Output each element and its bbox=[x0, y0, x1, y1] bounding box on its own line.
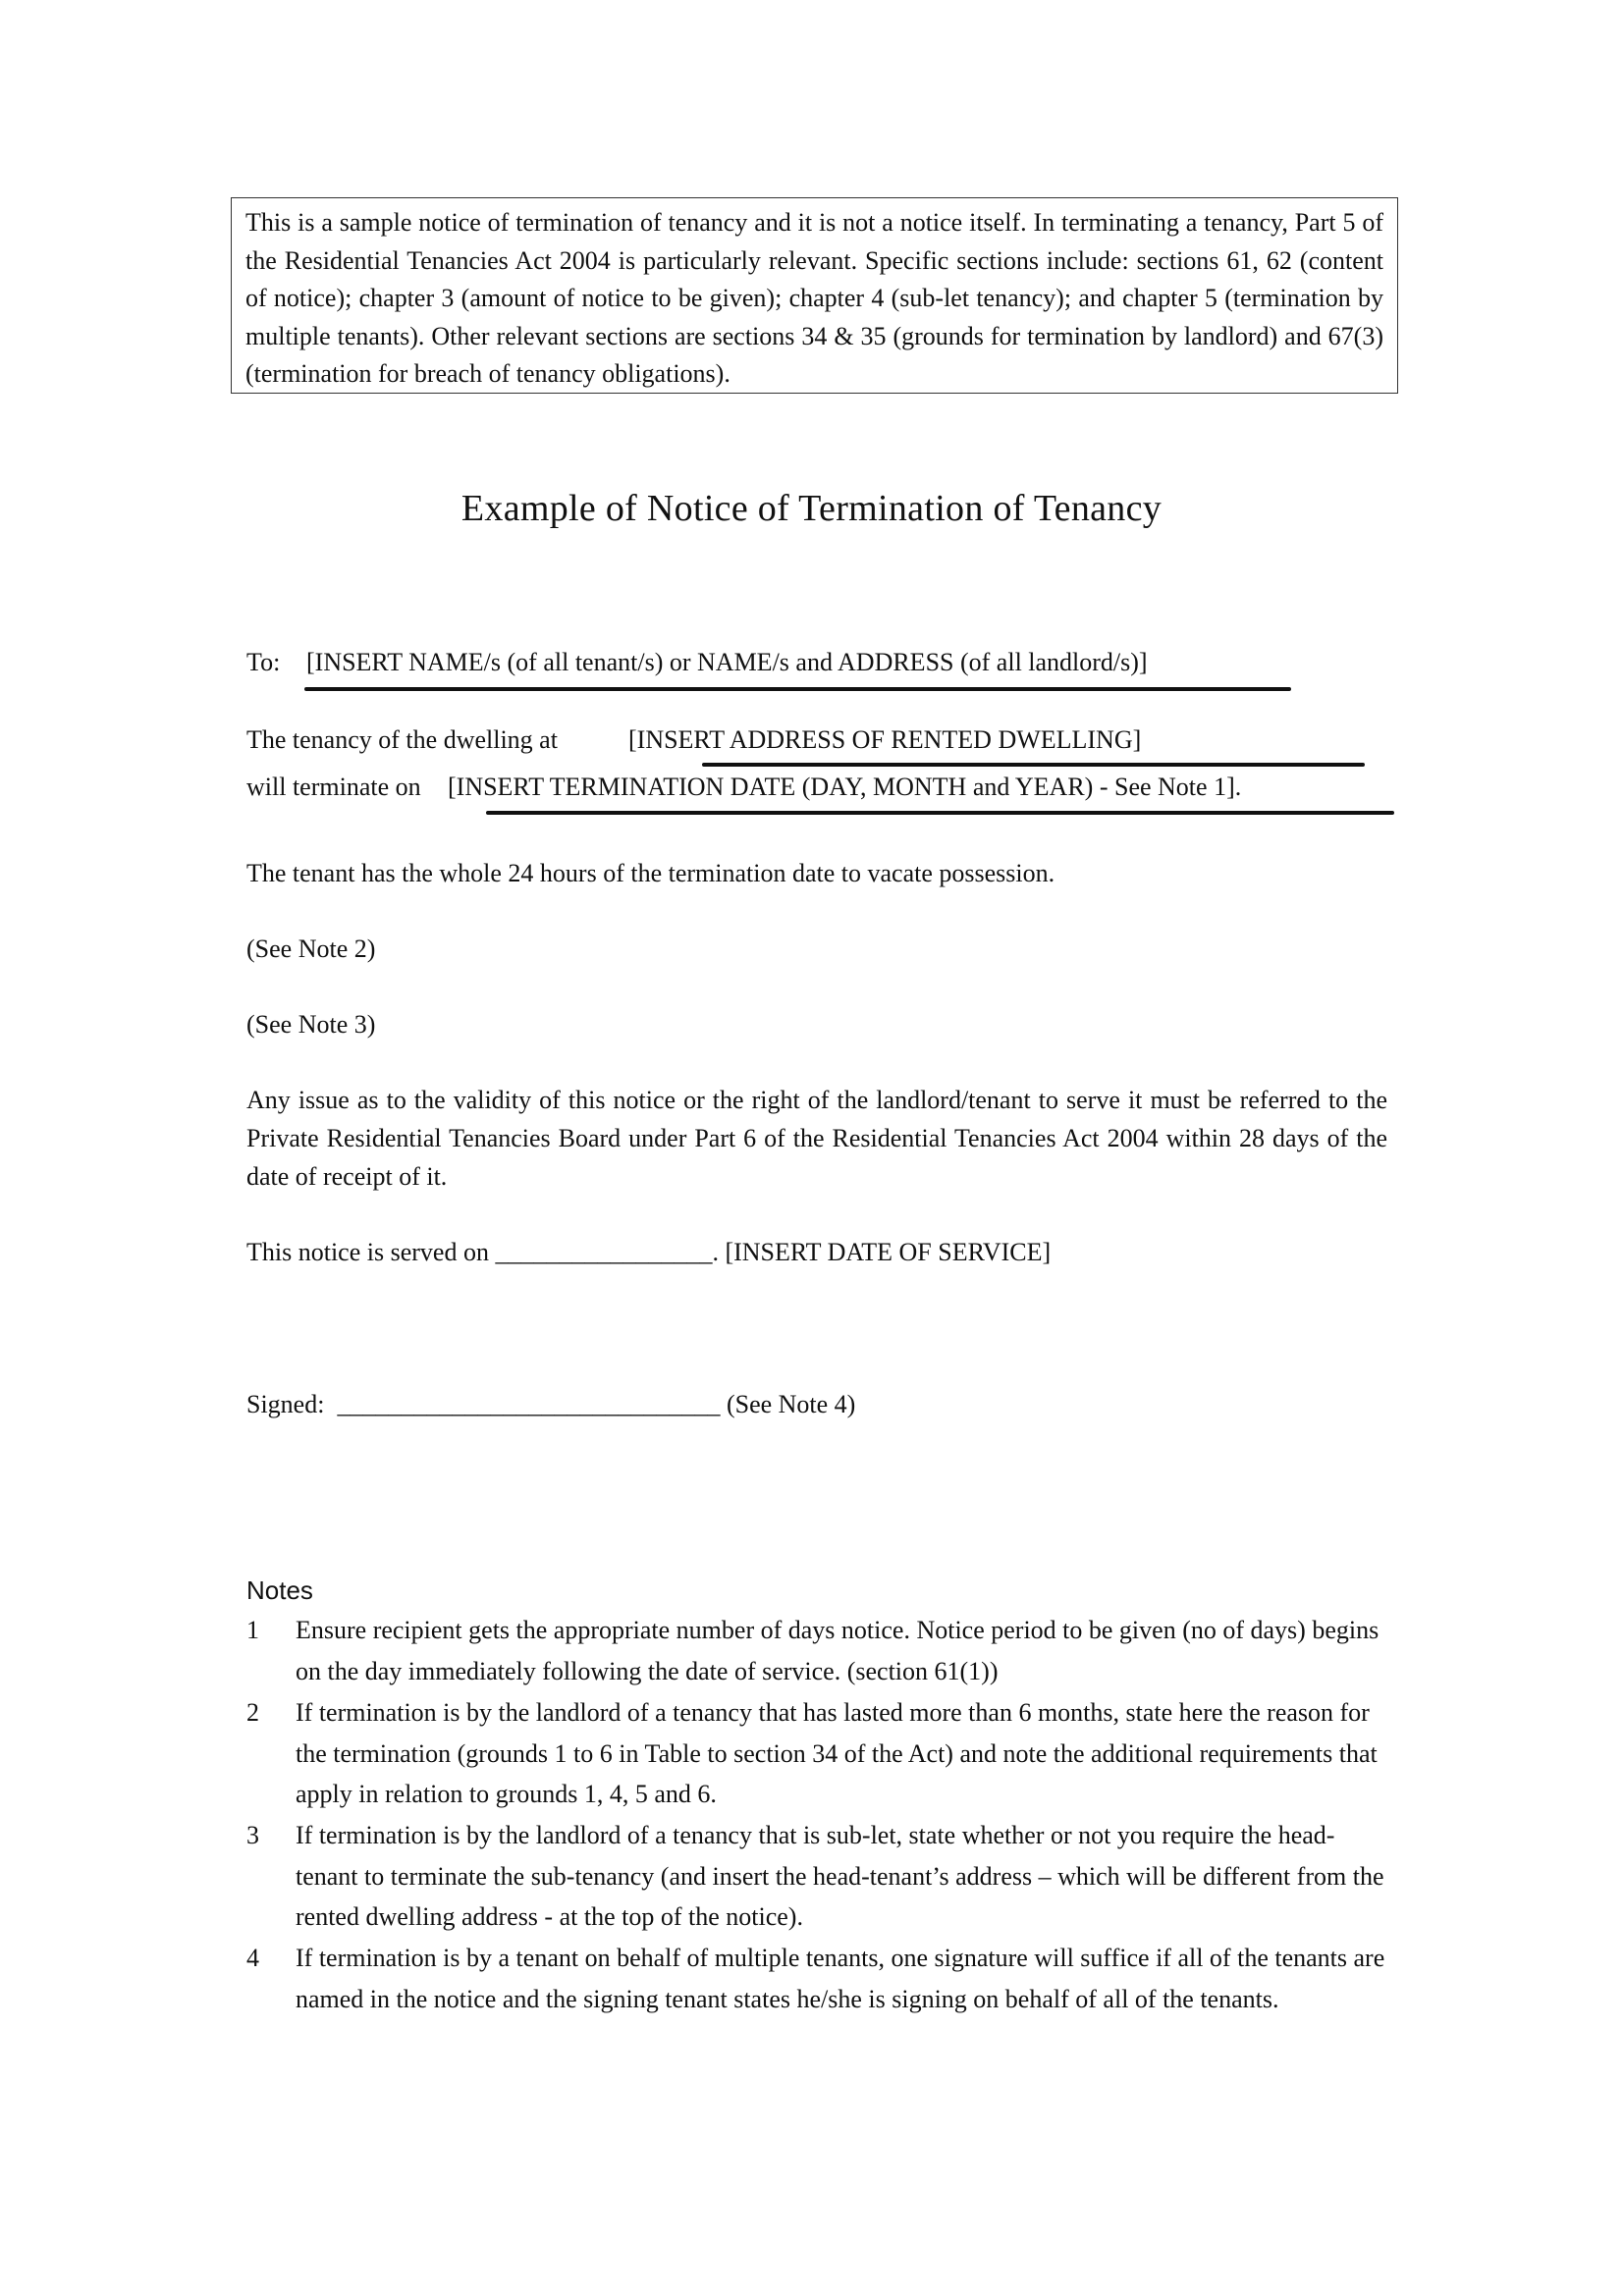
notes-heading: Notes bbox=[246, 1575, 313, 1605]
note-text: If termination is by the landlord of a tenancy that has lasted more than 6 months, state here the reason for the termination (grounds 1 to 6 in Table to section 34 of the Act) and note the additional requirements that apply in relation to grounds 1, 4, 5 and 6. bbox=[296, 1698, 1378, 1808]
served-line: This notice is served on _________________. [INSERT DATE OF SERVICE] bbox=[246, 1238, 1052, 1266]
see-note-3: (See Note 3) bbox=[246, 1010, 376, 1039]
see-note-2: (See Note 2) bbox=[246, 934, 376, 963]
intro-disclaimer-box bbox=[231, 197, 1398, 394]
note-number: 2 bbox=[246, 1698, 259, 1727]
document-title: Example of Notice of Termination of Tenancy bbox=[460, 488, 1163, 529]
intro-disclaimer-text: This is a sample notice of termination of tenancy and it is not a notice itself. In terminating a tenancy, Part 5 of the Residential Tenancies Act 2004 is particularly relevant. Specific sections include: sections 61, 62 (content of notice); chapter 3 (amount of notice to be given); chapter 4 (sub-let tenancy); and chapter 5 (termination by multiple tenants). Other relevant sections are sections 34 & 35 (grounds for termination by landlord) and 67(3) (termination for breach of tenancy obligations). bbox=[245, 208, 1383, 388]
note-item bbox=[246, 1815, 1395, 1938]
to-value: [INSERT NAME/s (of all tenant/s) or NAME/s and ADDRESS (of all landlord/s)] bbox=[306, 648, 1148, 676]
note-text: If termination is by a tenant on behalf of multiple tenants, one signature will suffice if all of the tenants are named in the notice and the signing tenant states he/she is signing on behalf of all of the tenants. bbox=[296, 1944, 1385, 2013]
note-item bbox=[246, 1938, 1395, 2060]
note-number: 3 bbox=[246, 1821, 259, 1849]
note-number: 1 bbox=[246, 1616, 259, 1644]
note-item bbox=[246, 1692, 1395, 1815]
terminate-label: will terminate on bbox=[246, 773, 421, 801]
dwelling-label: The tenancy of the dwelling at bbox=[246, 725, 558, 754]
terminate-value: [INSERT TERMINATION DATE (DAY, MONTH and YEAR) - See Note 1]. bbox=[448, 773, 1242, 801]
vacate-text: The tenant has the whole 24 hours of the termination date to vacate possession. bbox=[246, 859, 1055, 887]
note-text: Ensure recipient gets the appropriate number of days notice. Notice period to be given (no of days) begins on the day immediately following the date of service. (section 61(1)) bbox=[296, 1616, 1380, 1685]
dwelling-value: [INSERT ADDRESS OF RENTED DWELLING] bbox=[628, 725, 1142, 754]
note-text: If termination is by the landlord of a tenancy that is sub-let, state whether or not you require the head-tenant to terminate the sub-tenancy (and insert the head-tenant’s address – which will be different from the rented dwelling address - at the top of the notice). bbox=[296, 1821, 1384, 1931]
note-number: 4 bbox=[246, 1944, 259, 1972]
validity-text: Any issue as to the validity of this notice or the right of the landlord/tenant to serve it must be referred to the Private Residential Tenancies Board under Part 6 of the Residential Tenancies Act 2004 within 28 days of the date of receipt of it. bbox=[246, 1086, 1387, 1191]
dwelling-underline bbox=[702, 763, 1365, 767]
to-underline bbox=[304, 687, 1291, 691]
to-label: To: bbox=[246, 648, 281, 676]
terminate-underline bbox=[486, 811, 1394, 815]
note-item bbox=[246, 1610, 1395, 1692]
signed-line: Signed: ______________________________ (See Note 4) bbox=[246, 1390, 856, 1418]
